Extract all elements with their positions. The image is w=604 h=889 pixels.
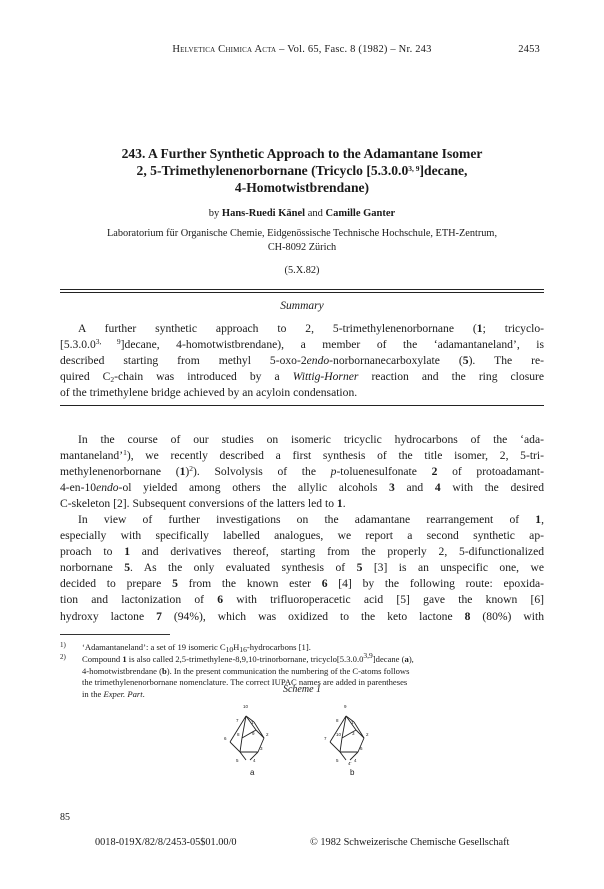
compound-ref: 7 bbox=[156, 609, 162, 623]
atom-number: 6 bbox=[360, 746, 363, 751]
atom-number: 9 bbox=[252, 731, 255, 736]
text: 4-homotwistbrendane ( bbox=[82, 665, 162, 676]
compound-ref: 2 bbox=[431, 465, 438, 479]
text: Compound bbox=[82, 654, 123, 664]
author-name: Hans-Ruedi Känel bbox=[221, 208, 306, 219]
authors-prefix: by bbox=[208, 208, 220, 219]
text: quired C bbox=[60, 370, 111, 384]
title-superscript: 3, 9 bbox=[408, 164, 420, 173]
text: and derivatives thereof, starting from the properly 2, 5-difunctionalized bbox=[129, 545, 545, 559]
text-line bbox=[60, 609, 544, 625]
scheme-structures bbox=[220, 700, 390, 768]
compound-ref: b bbox=[161, 665, 167, 676]
text: -norbornanecarboxylate ( bbox=[329, 354, 463, 368]
page-number: 2453 bbox=[518, 44, 540, 55]
compound-ref: 5 bbox=[356, 561, 363, 575]
text-line bbox=[60, 353, 544, 369]
italic-text: endo bbox=[306, 354, 330, 368]
summary-top-rule bbox=[60, 289, 544, 290]
journal-citation bbox=[0, 44, 604, 55]
italic-text: endo bbox=[96, 481, 119, 495]
atom-number: 10 bbox=[243, 704, 249, 709]
text: 4-en-10 bbox=[60, 481, 97, 495]
footnote-1 bbox=[60, 642, 544, 654]
text: -chain was introduced by a bbox=[114, 370, 293, 384]
text: from the known ester bbox=[177, 577, 322, 591]
footnote-mark: 2) bbox=[60, 653, 66, 661]
footnote-ref: 2 bbox=[189, 464, 194, 474]
compound-ref: 1 bbox=[535, 513, 542, 526]
text: described starting from methyl 5-oxo-2 bbox=[60, 354, 307, 368]
text-line: In the course of our studies on isomeric tricyclic hydrocarbons of the ‘ada- bbox=[78, 433, 544, 446]
atom-number: 10 bbox=[336, 732, 342, 737]
summary-heading: Summary bbox=[280, 300, 324, 312]
footnote-ref: 1 bbox=[123, 448, 127, 458]
text-line bbox=[60, 480, 544, 496]
title-text: ]decane, bbox=[419, 163, 468, 178]
text: norbornane bbox=[60, 561, 125, 575]
text: of protoadamant- bbox=[437, 465, 544, 479]
text: and bbox=[394, 481, 435, 495]
footnote-mark: 1) bbox=[60, 641, 66, 649]
footnote-line bbox=[82, 651, 544, 666]
structure-label-b: b bbox=[350, 768, 355, 777]
structure-a-numbers bbox=[224, 704, 269, 763]
atom-number: 9 bbox=[344, 704, 347, 709]
footnote-rule bbox=[60, 634, 170, 635]
atom-number: 3 bbox=[260, 746, 263, 751]
text: [4] by the following route: epoxida- bbox=[327, 577, 545, 591]
bond bbox=[330, 742, 340, 752]
atom-number: 4 bbox=[253, 758, 256, 763]
summary-paragraph bbox=[60, 321, 544, 401]
text: . As the only evaluated synthesis of bbox=[130, 561, 357, 575]
text: ). The re- bbox=[468, 354, 544, 368]
text: In view of further investigations on the adamantane rearrangement of bbox=[78, 513, 536, 526]
text: in the bbox=[82, 688, 104, 699]
text: ) bbox=[185, 465, 190, 479]
text: with the desired bbox=[440, 481, 544, 495]
text: decided to prepare bbox=[60, 577, 173, 591]
atom-number: 6 bbox=[224, 736, 227, 741]
bond bbox=[240, 752, 246, 760]
atom-number: 7 bbox=[236, 718, 239, 723]
italic-text: Exper. Part bbox=[103, 688, 143, 699]
scheme-title: Scheme 1 bbox=[282, 684, 322, 695]
text-line bbox=[60, 544, 544, 560]
body-paragraph-2 bbox=[60, 512, 544, 625]
text-line bbox=[60, 464, 544, 480]
text: [3] is an unspecific one, we bbox=[362, 561, 544, 575]
text-line bbox=[60, 512, 544, 528]
affiliation bbox=[60, 227, 544, 255]
summary-bottom-rule bbox=[60, 405, 544, 406]
text: C-skeleton [2]. Subsequent conversions of the latters led to bbox=[60, 497, 337, 511]
received-date: (5.X.82) bbox=[284, 265, 320, 276]
text: ]decane, 4-homotwistbrendane), a member of the ‘adamantaneland’, is bbox=[120, 338, 545, 352]
atom-number: 5 bbox=[336, 758, 339, 763]
text: mantaneland’ bbox=[60, 449, 124, 463]
text: with trifluoroperacetic acid [5] gave the known [6] bbox=[223, 593, 544, 607]
text: ), we recently described a first synthesis of the title isomer, 2, 5-tri- bbox=[126, 449, 544, 463]
text: . bbox=[342, 497, 346, 511]
subscript: 16 bbox=[239, 645, 247, 654]
text-line bbox=[60, 576, 544, 592]
authors-conjunction: and bbox=[307, 208, 323, 219]
atom-number: 2 bbox=[366, 732, 369, 737]
atom-number: 8 bbox=[237, 732, 240, 737]
atom-number: 3 bbox=[352, 731, 355, 736]
text: ). In the present communication the numbering of the C-atoms follows bbox=[166, 665, 410, 676]
italic-text: Wittig-Horner bbox=[292, 370, 359, 384]
text-line bbox=[60, 496, 544, 512]
compound-ref: 1 bbox=[179, 465, 186, 479]
bond bbox=[340, 738, 342, 752]
superscript: 3, 9 bbox=[95, 337, 121, 347]
affiliation-line: Laboratorium für Organische Chemie, Eidgenössische Technische Hochschule, ETH-Zentrum, bbox=[106, 228, 498, 239]
footnote-line: the trimethylenenorbornane nomenclature. The correct IUPAC names are added in parentheses bbox=[82, 677, 408, 687]
article-title bbox=[60, 145, 544, 196]
text: reaction and the ring closure bbox=[358, 370, 545, 384]
subscript: 10 bbox=[225, 645, 234, 654]
text: A further synthetic approach to 2, 5-trimethylenenorbornane ( bbox=[78, 322, 477, 335]
text-line bbox=[60, 337, 544, 353]
text-line: especially with specifically labelled analogues, we report a second synthetic ap- bbox=[60, 529, 544, 543]
compound-ref: 4 bbox=[434, 481, 441, 495]
text-line bbox=[60, 592, 544, 608]
author-name: Camille Ganter bbox=[325, 208, 396, 219]
text: ), bbox=[408, 654, 414, 664]
atom-number: 1 bbox=[351, 720, 354, 725]
text: -hydrocarbons [1]. bbox=[246, 642, 311, 652]
body-paragraph-1 bbox=[60, 432, 544, 512]
compound-ref: 6 bbox=[321, 577, 328, 591]
summary-top-rule-double bbox=[60, 292, 544, 293]
footnote-line bbox=[82, 666, 544, 678]
affiliation-line: CH-8092 Zürich bbox=[267, 242, 337, 253]
compound-ref: 8 bbox=[464, 609, 471, 623]
text-line bbox=[60, 560, 544, 576]
text: proach to bbox=[60, 545, 125, 559]
text: [5.3.0.0 bbox=[60, 338, 96, 352]
atom-number: 1 bbox=[251, 720, 254, 725]
journal-name: Helvetica Chimica Acta bbox=[172, 44, 277, 55]
bond bbox=[240, 738, 242, 752]
bond bbox=[340, 752, 346, 760]
compound-ref: 1 bbox=[336, 497, 343, 511]
atom-number: 4' bbox=[348, 761, 352, 766]
atom-number: 7 bbox=[324, 736, 327, 741]
text: is also called 2,5-trimethylene-8,9,10-trinorbornane, tricyclo[5.3.0.0 bbox=[126, 654, 364, 664]
text: tion and lactonization of bbox=[60, 593, 218, 607]
text: . bbox=[142, 688, 145, 699]
compound-ref: a bbox=[404, 654, 409, 664]
superscript: 3,9 bbox=[363, 651, 373, 660]
bottom-signature-number: 85 bbox=[60, 812, 70, 823]
title-line-2 bbox=[60, 162, 544, 179]
text-line: of the trimethylene bridge achieved by an acyloin condensation. bbox=[60, 386, 358, 400]
text: -ol yielded among others the allylic alcohols bbox=[118, 481, 390, 495]
text: hydroxy lactone bbox=[60, 609, 157, 623]
article-code: 0018-019X/82/8/2453-05$01.00/0 bbox=[95, 837, 237, 848]
text: , bbox=[541, 513, 544, 526]
authors bbox=[60, 208, 544, 219]
text-line bbox=[60, 321, 544, 337]
compound-ref: 1 bbox=[124, 545, 130, 559]
compound-ref: 1 bbox=[122, 654, 127, 664]
title-line-1: 243. A Further Synthetic Approach to the Adamantane Isomer bbox=[121, 146, 483, 161]
text: (80%) with bbox=[470, 609, 544, 623]
volume-info: – Vol. 65, Fasc. 8 (1982) – Nr. 243 bbox=[279, 44, 432, 55]
atom-number: 5 bbox=[236, 758, 239, 763]
text: ; tricyclo- bbox=[482, 322, 545, 335]
title-line-3: 4-Homotwistbrendane) bbox=[234, 180, 370, 195]
text: -toluenesulfonate bbox=[336, 465, 432, 479]
text: methylenenorbornane ( bbox=[60, 465, 180, 479]
atom-number: 2 bbox=[266, 732, 269, 737]
text-line bbox=[60, 448, 544, 464]
structure-label-a: a bbox=[250, 768, 255, 777]
compound-ref: 3 bbox=[389, 481, 395, 495]
atom-number: 8 bbox=[336, 718, 339, 723]
subscript: 2 bbox=[110, 375, 115, 385]
copyright: © 1982 Schweizerische Chemische Gesellschaft bbox=[310, 837, 510, 848]
text: ‘Adamantaneland’: a set of 19 isomeric C bbox=[82, 642, 226, 652]
compound-ref: 5 bbox=[124, 561, 131, 575]
text: ). Solvolysis of the bbox=[193, 465, 331, 479]
compound-ref: 5 bbox=[172, 577, 178, 591]
compound-ref: 1 bbox=[476, 322, 483, 335]
title-text: 2, 5-Trimethylenenorbornane (Tricyclo [5.3.0.0 bbox=[136, 163, 409, 178]
atom-number: 4 bbox=[354, 758, 357, 763]
text-line bbox=[60, 369, 544, 385]
text: ]decane ( bbox=[372, 654, 405, 664]
text: (94%), which was oxidized to the keto lactone bbox=[161, 609, 465, 623]
italic-text: p bbox=[330, 465, 337, 479]
compound-ref: 5 bbox=[462, 354, 469, 368]
compound-ref: 6 bbox=[217, 593, 224, 607]
text: H bbox=[233, 642, 240, 652]
bond bbox=[230, 742, 240, 752]
footnote-text bbox=[82, 642, 544, 654]
page-footer bbox=[95, 837, 555, 848]
